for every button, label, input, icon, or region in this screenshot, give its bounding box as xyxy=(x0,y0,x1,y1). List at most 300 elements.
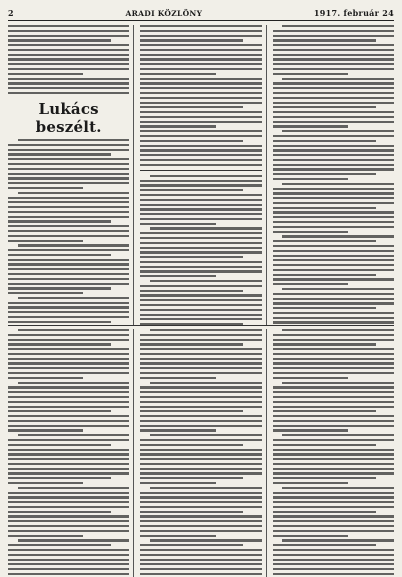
text-line-placeholder xyxy=(273,396,394,398)
text-line-placeholder xyxy=(140,377,215,379)
text-line-placeholder xyxy=(273,386,394,388)
text-line-placeholder xyxy=(140,420,261,422)
text-line-placeholder xyxy=(140,425,261,427)
text-line-placeholder xyxy=(273,231,348,233)
text-line-placeholder xyxy=(273,391,394,393)
text-line-placeholder xyxy=(8,187,83,189)
text-line-placeholder xyxy=(8,39,111,41)
text-line-placeholder xyxy=(140,348,261,350)
text-line-placeholder xyxy=(8,348,129,350)
text-line-placeholder xyxy=(8,44,129,46)
text-line-placeholder xyxy=(273,269,394,271)
text-line-placeholder xyxy=(140,372,261,374)
text-line-placeholder xyxy=(140,189,243,191)
text-line-placeholder xyxy=(8,458,129,460)
text-block xyxy=(8,329,129,577)
text-line-placeholder xyxy=(140,367,261,369)
text-line-placeholder xyxy=(140,401,261,403)
text-line-placeholder xyxy=(8,278,129,280)
text-line-placeholder xyxy=(8,225,129,227)
text-line-placeholder xyxy=(140,149,261,151)
text-line-placeholder xyxy=(273,463,394,465)
text-line-placeholder xyxy=(273,415,394,417)
text-line-placeholder xyxy=(273,92,394,94)
text-line-placeholder xyxy=(273,425,394,427)
text-line-placeholder xyxy=(8,201,129,203)
text-line-placeholder xyxy=(140,530,261,532)
text-line-placeholder xyxy=(8,468,129,470)
text-line-placeholder xyxy=(282,288,394,290)
text-line-placeholder xyxy=(140,30,261,32)
text-line-placeholder xyxy=(8,30,129,32)
lower-columns xyxy=(8,325,394,577)
text-line-placeholder xyxy=(140,415,261,417)
text-line-placeholder xyxy=(140,39,243,41)
page-number: 2 xyxy=(8,8,14,18)
text-line-placeholder xyxy=(273,343,376,345)
text-line-placeholder xyxy=(8,25,129,27)
text-line-placeholder xyxy=(140,290,243,292)
text-line-placeholder xyxy=(8,316,129,318)
text-line-placeholder xyxy=(273,140,376,142)
text-line-placeholder xyxy=(273,482,348,484)
text-line-placeholder xyxy=(273,149,394,151)
text-line-placeholder xyxy=(140,294,261,296)
text-line-placeholder xyxy=(8,515,129,517)
text-line-placeholder xyxy=(140,563,261,565)
text-line-placeholder xyxy=(140,386,261,388)
text-line-placeholder xyxy=(273,358,394,360)
text-line-placeholder xyxy=(8,263,129,265)
text-line-placeholder xyxy=(140,145,261,147)
text-line-placeholder xyxy=(273,264,394,266)
text-line-placeholder xyxy=(8,168,129,170)
text-line-placeholder xyxy=(273,511,376,513)
text-line-placeholder xyxy=(273,259,394,261)
text-line-placeholder xyxy=(8,268,129,270)
text-line-placeholder xyxy=(140,237,261,239)
text-line-placeholder xyxy=(8,362,129,364)
text-line-placeholder xyxy=(140,468,261,470)
text-line-placeholder xyxy=(8,182,129,184)
text-line-placeholder xyxy=(273,367,394,369)
masthead xyxy=(8,4,394,21)
text-line-placeholder xyxy=(140,130,261,132)
text-line-placeholder xyxy=(273,348,394,350)
text-line-placeholder xyxy=(273,49,394,51)
text-line-placeholder xyxy=(273,568,394,570)
text-line-placeholder xyxy=(273,312,394,314)
text-line-placeholder xyxy=(18,244,130,246)
text-line-placeholder xyxy=(140,275,215,277)
text-line-placeholder xyxy=(140,270,261,272)
text-line-placeholder xyxy=(273,293,394,295)
text-line-placeholder xyxy=(273,472,394,474)
text-block xyxy=(273,25,394,325)
text-line-placeholder xyxy=(140,444,243,446)
text-line-placeholder xyxy=(8,35,129,37)
text-line-placeholder xyxy=(273,106,376,108)
text-line-placeholder xyxy=(273,302,394,304)
text-line-placeholder xyxy=(140,396,261,398)
text-line-placeholder xyxy=(282,25,394,27)
text-line-placeholder xyxy=(150,175,262,177)
text-line-placeholder xyxy=(140,58,261,60)
text-line-placeholder xyxy=(8,429,83,431)
text-line-placeholder xyxy=(8,554,129,556)
text-line-placeholder xyxy=(8,401,129,403)
text-line-placeholder xyxy=(282,539,394,541)
text-line-placeholder xyxy=(8,530,129,532)
text-line-placeholder xyxy=(273,207,376,209)
text-line-placeholder xyxy=(8,410,111,412)
text-line-placeholder xyxy=(140,159,261,161)
text-line-placeholder xyxy=(140,544,243,546)
column-1 xyxy=(8,25,134,325)
text-line-placeholder xyxy=(8,339,129,341)
text-line-placeholder xyxy=(140,218,261,220)
text-line-placeholder xyxy=(273,221,394,223)
text-line-placeholder xyxy=(273,63,394,65)
text-line-placeholder xyxy=(8,444,111,446)
text-line-placeholder xyxy=(8,287,111,289)
text-line-placeholder xyxy=(140,78,261,80)
text-line-placeholder xyxy=(140,102,261,104)
text-line-placeholder xyxy=(273,372,394,374)
text-line-placeholder xyxy=(8,439,129,441)
text-line-placeholder xyxy=(140,496,261,498)
text-line-placeholder xyxy=(8,58,129,60)
text-line-placeholder xyxy=(8,92,129,94)
text-line-placeholder xyxy=(8,173,129,175)
text-line-placeholder xyxy=(8,496,129,498)
text-line-placeholder xyxy=(273,506,394,508)
text-line-placeholder xyxy=(273,549,394,551)
text-line-placeholder xyxy=(8,396,129,398)
text-line-placeholder xyxy=(140,242,261,244)
issue-date: 1917. február 24 xyxy=(313,8,394,18)
text-line-placeholder xyxy=(8,240,83,242)
text-line-placeholder xyxy=(273,102,394,104)
text-line-placeholder xyxy=(273,559,394,561)
text-line-placeholder xyxy=(8,406,129,408)
text-line-placeholder xyxy=(8,321,111,323)
text-line-placeholder xyxy=(273,525,394,527)
text-line-placeholder xyxy=(140,266,261,268)
text-block xyxy=(273,329,394,577)
text-line-placeholder xyxy=(8,506,129,508)
text-line-placeholder xyxy=(140,140,243,142)
text-line-placeholder xyxy=(140,164,261,166)
text-block xyxy=(8,25,129,94)
lower-column-1 xyxy=(8,329,134,577)
text-line-placeholder xyxy=(273,154,394,156)
text-line-placeholder xyxy=(18,539,130,541)
text-line-placeholder xyxy=(8,482,83,484)
text-line-placeholder xyxy=(140,314,261,316)
text-line-placeholder xyxy=(8,82,129,84)
text-line-placeholder xyxy=(273,563,394,565)
text-line-placeholder xyxy=(273,420,394,422)
text-line-placeholder xyxy=(8,535,83,537)
text-line-placeholder xyxy=(140,549,261,551)
text-line-placeholder xyxy=(8,544,111,546)
text-line-placeholder xyxy=(8,372,129,374)
text-line-placeholder xyxy=(8,358,129,360)
text-line-placeholder xyxy=(8,501,129,503)
text-line-placeholder xyxy=(140,204,261,206)
text-line-placeholder xyxy=(273,135,394,137)
text-line-placeholder xyxy=(273,339,394,341)
text-line-placeholder xyxy=(140,568,261,570)
text-line-placeholder xyxy=(140,49,261,51)
text-line-placeholder xyxy=(8,425,129,427)
text-line-placeholder xyxy=(273,68,394,70)
text-line-placeholder xyxy=(8,477,111,479)
paper-name: ARADI KÖZLÖNY xyxy=(125,9,203,18)
text-line-placeholder xyxy=(140,406,261,408)
text-line-placeholder xyxy=(150,539,262,541)
text-line-placeholder xyxy=(8,220,111,222)
text-line-placeholder xyxy=(140,501,261,503)
text-line-placeholder xyxy=(140,525,261,527)
text-line-placeholder xyxy=(140,362,261,364)
text-line-placeholder xyxy=(273,97,394,99)
text-line-placeholder xyxy=(282,78,394,80)
text-line-placeholder xyxy=(140,515,261,517)
text-line-placeholder xyxy=(273,334,394,336)
text-line-placeholder xyxy=(273,121,394,123)
text-line-placeholder xyxy=(273,178,348,180)
text-line-placeholder xyxy=(273,468,394,470)
text-line-placeholder xyxy=(273,453,394,455)
text-line-placeholder xyxy=(140,87,261,89)
text-line-placeholder xyxy=(8,367,129,369)
text-line-placeholder xyxy=(273,197,394,199)
text-line-placeholder xyxy=(273,501,394,503)
text-line-placeholder xyxy=(18,297,130,299)
text-line-placeholder xyxy=(140,232,261,234)
text-line-placeholder xyxy=(140,180,261,182)
text-line-placeholder xyxy=(273,353,394,355)
text-line-placeholder xyxy=(273,125,348,127)
text-line-placeholder xyxy=(140,492,261,494)
text-line-placeholder xyxy=(8,563,129,565)
text-line-placeholder xyxy=(140,339,261,341)
text-line-placeholder xyxy=(273,44,394,46)
text-line-placeholder xyxy=(140,343,243,345)
text-line-placeholder xyxy=(273,35,394,37)
text-line-placeholder xyxy=(8,453,129,455)
text-line-placeholder xyxy=(8,568,129,570)
text-line-placeholder xyxy=(282,487,394,489)
text-line-placeholder xyxy=(8,78,129,80)
text-line-placeholder xyxy=(273,298,394,300)
lower-column-3 xyxy=(273,329,394,577)
text-line-placeholder xyxy=(140,410,243,412)
text-line-placeholder xyxy=(8,302,129,304)
text-line-placeholder xyxy=(8,343,111,345)
text-line-placeholder xyxy=(273,317,394,319)
text-line-placeholder xyxy=(8,559,129,561)
text-line-placeholder xyxy=(140,199,261,201)
text-line-placeholder xyxy=(140,194,261,196)
text-line-placeholder xyxy=(140,482,215,484)
text-line-placeholder xyxy=(273,492,394,494)
text-line-placeholder xyxy=(8,206,129,208)
text-line-placeholder xyxy=(8,463,129,465)
text-line-placeholder xyxy=(273,307,376,309)
text-line-placeholder xyxy=(140,353,261,355)
text-line-placeholder xyxy=(18,382,130,384)
text-line-placeholder xyxy=(140,439,261,441)
text-line-placeholder xyxy=(8,68,129,70)
text-line-placeholder xyxy=(8,197,129,199)
text-line-placeholder xyxy=(273,362,394,364)
text-line-placeholder xyxy=(8,511,111,513)
text-line-placeholder xyxy=(150,329,262,331)
text-line-placeholder xyxy=(140,82,261,84)
text-line-placeholder xyxy=(8,149,129,151)
text-line-placeholder xyxy=(140,35,261,37)
column-3 xyxy=(273,25,394,325)
text-line-placeholder xyxy=(18,139,130,141)
text-line-placeholder xyxy=(8,273,129,275)
text-line-placeholder xyxy=(273,458,394,460)
text-line-placeholder xyxy=(140,429,215,431)
lower-column-2 xyxy=(140,329,266,577)
text-line-placeholder xyxy=(150,382,262,384)
text-line-placeholder xyxy=(8,292,83,294)
article-headline: Lukács beszélt. xyxy=(35,100,102,137)
text-line-placeholder xyxy=(282,382,394,384)
text-block xyxy=(140,329,261,577)
text-line-placeholder xyxy=(273,245,394,247)
text-line-placeholder xyxy=(8,449,129,451)
text-line-placeholder xyxy=(140,506,261,508)
text-line-placeholder xyxy=(8,573,129,575)
text-line-placeholder xyxy=(140,358,261,360)
text-line-placeholder xyxy=(8,525,129,527)
text-line-placeholder xyxy=(140,554,261,556)
text-line-placeholder xyxy=(273,39,376,41)
text-line-placeholder xyxy=(140,520,261,522)
text-line-placeholder xyxy=(140,477,243,479)
text-line-placeholder xyxy=(273,202,394,204)
text-line-placeholder xyxy=(140,535,215,537)
text-line-placeholder xyxy=(8,144,129,146)
text-line-placeholder xyxy=(140,309,261,311)
text-line-placeholder xyxy=(8,49,129,51)
text-line-placeholder xyxy=(8,249,129,251)
text-line-placeholder xyxy=(8,334,129,336)
text-line-placeholder xyxy=(140,154,261,156)
text-line-placeholder xyxy=(8,153,111,155)
text-line-placeholder xyxy=(273,168,394,170)
text-line-placeholder xyxy=(273,192,394,194)
text-line-placeholder xyxy=(8,306,129,308)
text-line-placeholder xyxy=(8,73,83,75)
text-line-placeholder xyxy=(8,353,129,355)
text-line-placeholder xyxy=(8,211,129,213)
text-line-placeholder xyxy=(140,44,261,46)
text-line-placeholder xyxy=(273,278,394,280)
text-line-placeholder xyxy=(18,434,130,436)
text-line-placeholder xyxy=(18,487,130,489)
text-line-placeholder xyxy=(8,87,129,89)
text-line-placeholder xyxy=(273,477,376,479)
text-line-placeholder xyxy=(140,304,261,306)
text-line-placeholder xyxy=(273,377,348,379)
text-line-placeholder xyxy=(282,130,394,132)
text-line-placeholder xyxy=(140,111,261,113)
text-line-placeholder xyxy=(8,391,129,393)
text-line-placeholder xyxy=(8,492,129,494)
text-line-placeholder xyxy=(140,54,261,56)
text-line-placeholder xyxy=(273,145,394,147)
text-line-placeholder xyxy=(140,472,261,474)
text-line-placeholder xyxy=(140,63,261,65)
text-line-placeholder xyxy=(8,216,129,218)
text-line-placeholder xyxy=(140,116,261,118)
text-line-placeholder xyxy=(140,213,261,215)
text-line-placeholder xyxy=(273,544,376,546)
text-line-placeholder xyxy=(150,434,262,436)
text-line-placeholder xyxy=(273,188,394,190)
text-line-placeholder xyxy=(8,230,129,232)
text-line-placeholder xyxy=(140,251,261,253)
text-line-placeholder xyxy=(140,334,261,336)
text-line-placeholder xyxy=(140,106,243,108)
text-line-placeholder xyxy=(273,554,394,556)
text-line-placeholder xyxy=(8,259,129,261)
text-line-placeholder xyxy=(273,283,348,285)
text-line-placeholder xyxy=(140,92,261,94)
text-line-placeholder xyxy=(18,192,130,194)
text-line-placeholder xyxy=(273,226,394,228)
text-line-placeholder xyxy=(8,158,129,160)
text-line-placeholder xyxy=(140,25,261,27)
text-line-placeholder xyxy=(273,111,394,113)
text-line-placeholder xyxy=(140,323,243,325)
text-line-placeholder xyxy=(8,163,129,165)
text-line-placeholder xyxy=(273,58,394,60)
text-line-placeholder xyxy=(273,535,348,537)
text-line-placeholder xyxy=(140,223,215,225)
text-line-placeholder xyxy=(140,68,261,70)
text-line-placeholder xyxy=(273,439,394,441)
text-line-placeholder xyxy=(140,208,261,210)
text-line-placeholder xyxy=(273,87,394,89)
text-line-placeholder xyxy=(140,125,215,127)
text-line-placeholder xyxy=(282,434,394,436)
text-line-placeholder xyxy=(140,247,261,249)
text-line-placeholder xyxy=(273,73,348,75)
text-line-placeholder xyxy=(8,254,111,256)
text-line-placeholder xyxy=(8,520,129,522)
column-2 xyxy=(140,25,266,325)
text-line-placeholder xyxy=(273,530,394,532)
text-line-placeholder xyxy=(8,177,129,179)
text-line-placeholder xyxy=(273,274,376,276)
text-line-placeholder xyxy=(140,97,261,99)
text-line-placeholder xyxy=(273,515,394,517)
text-line-placeholder xyxy=(273,240,376,242)
text-line-placeholder xyxy=(140,135,261,137)
text-line-placeholder xyxy=(8,235,129,237)
text-block xyxy=(140,175,261,325)
text-line-placeholder xyxy=(140,73,215,75)
